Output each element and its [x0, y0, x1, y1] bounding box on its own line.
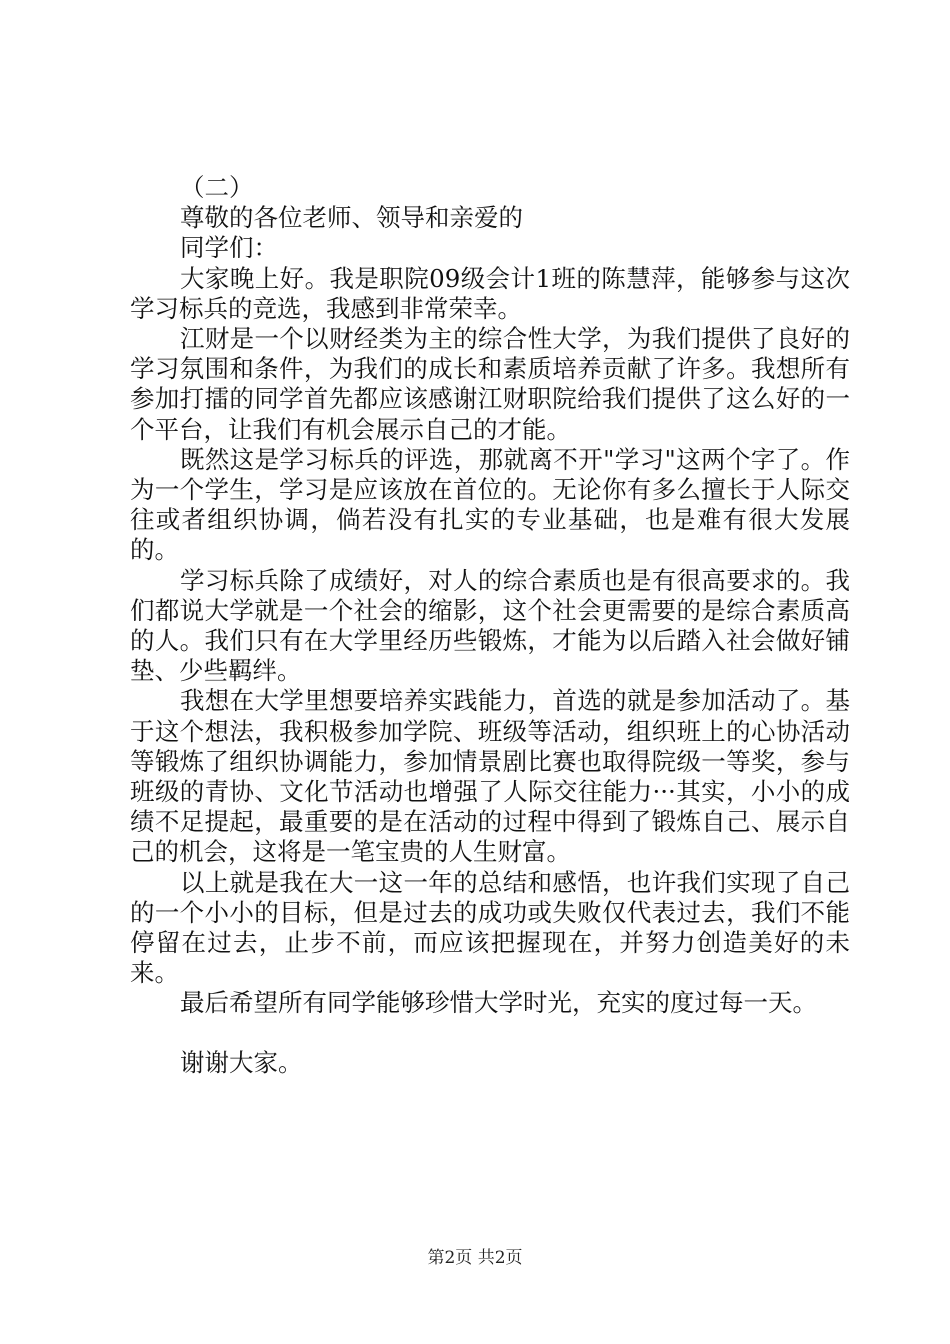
page-number-footer: 第2页 共2页 [427, 1248, 523, 1268]
paragraph: 我想在大学里想要培养实践能力，首选的就是参加活动了。基于这个想法，我积极参加学院、班级等活动，组织班上的心协活动等锻炼了组织协调能力，参加情景剧比赛也取得院级一等奖，参与班级的青协、文化节活动也增强了人际交往能力···其实，小小的成绩不足提起，最重要的是在活动的过程中得到了锻炼自己、展示自己的机会，这将是一笔宝贵的人生财富。 [130, 686, 850, 867]
paragraph: 最后希望所有同学能够珍惜大学时光，充实的度过每一天。 [180, 988, 817, 1018]
paragraph: 学习标兵除了成绩好，对人的综合素质也是有很高要求的。我们都说大学就是一个社会的缩影，这个社会更需要的是综合素质高的人。我们只有在大学里经历些锻炼，才能为以后踏入社会做好铺垫、少些羁绊。 [130, 565, 850, 686]
salutation-line-1: 尊敬的各位老师、领导和亲爱的 [180, 203, 523, 233]
paragraph: 大家晚上好。我是职院09级会计1班的陈慧萍，能够参与这次学习标兵的竞选，我感到非常荣幸。 [130, 263, 850, 323]
paragraph: 既然这是学习标兵的评选，那就离不开"学习"这两个字了。作为一个学生，学习是应该放在首位的。无论你有多么擅长于人际交往或者组织协调，倘若没有扎实的专业基础，也是难有很大发展的。 [130, 444, 850, 565]
paragraph: 以上就是我在大一这一年的总结和感悟，也许我们实现了自己的一个小小的目标，但是过去的成功或失败仅代表过去，我们不能停留在过去，止步不前，而应该把握现在，并努力创造美好的未来。 [130, 867, 850, 988]
salutation-line-2: 同学们： [180, 233, 278, 263]
document-body [130, 173, 850, 1078]
paragraph: 江财是一个以财经类为主的综合性大学，为我们提供了良好的学习氛围和条件，为我们的成长和素质培养贡献了许多。我想所有参加打擂的同学首先都应该感谢江财职院给我们提供了这么好的一个平台，让我们有机会展示自己的才能。 [130, 324, 850, 444]
closing-line: 谢谢大家。 [180, 1047, 303, 1077]
section-heading: （二） [180, 173, 254, 202]
